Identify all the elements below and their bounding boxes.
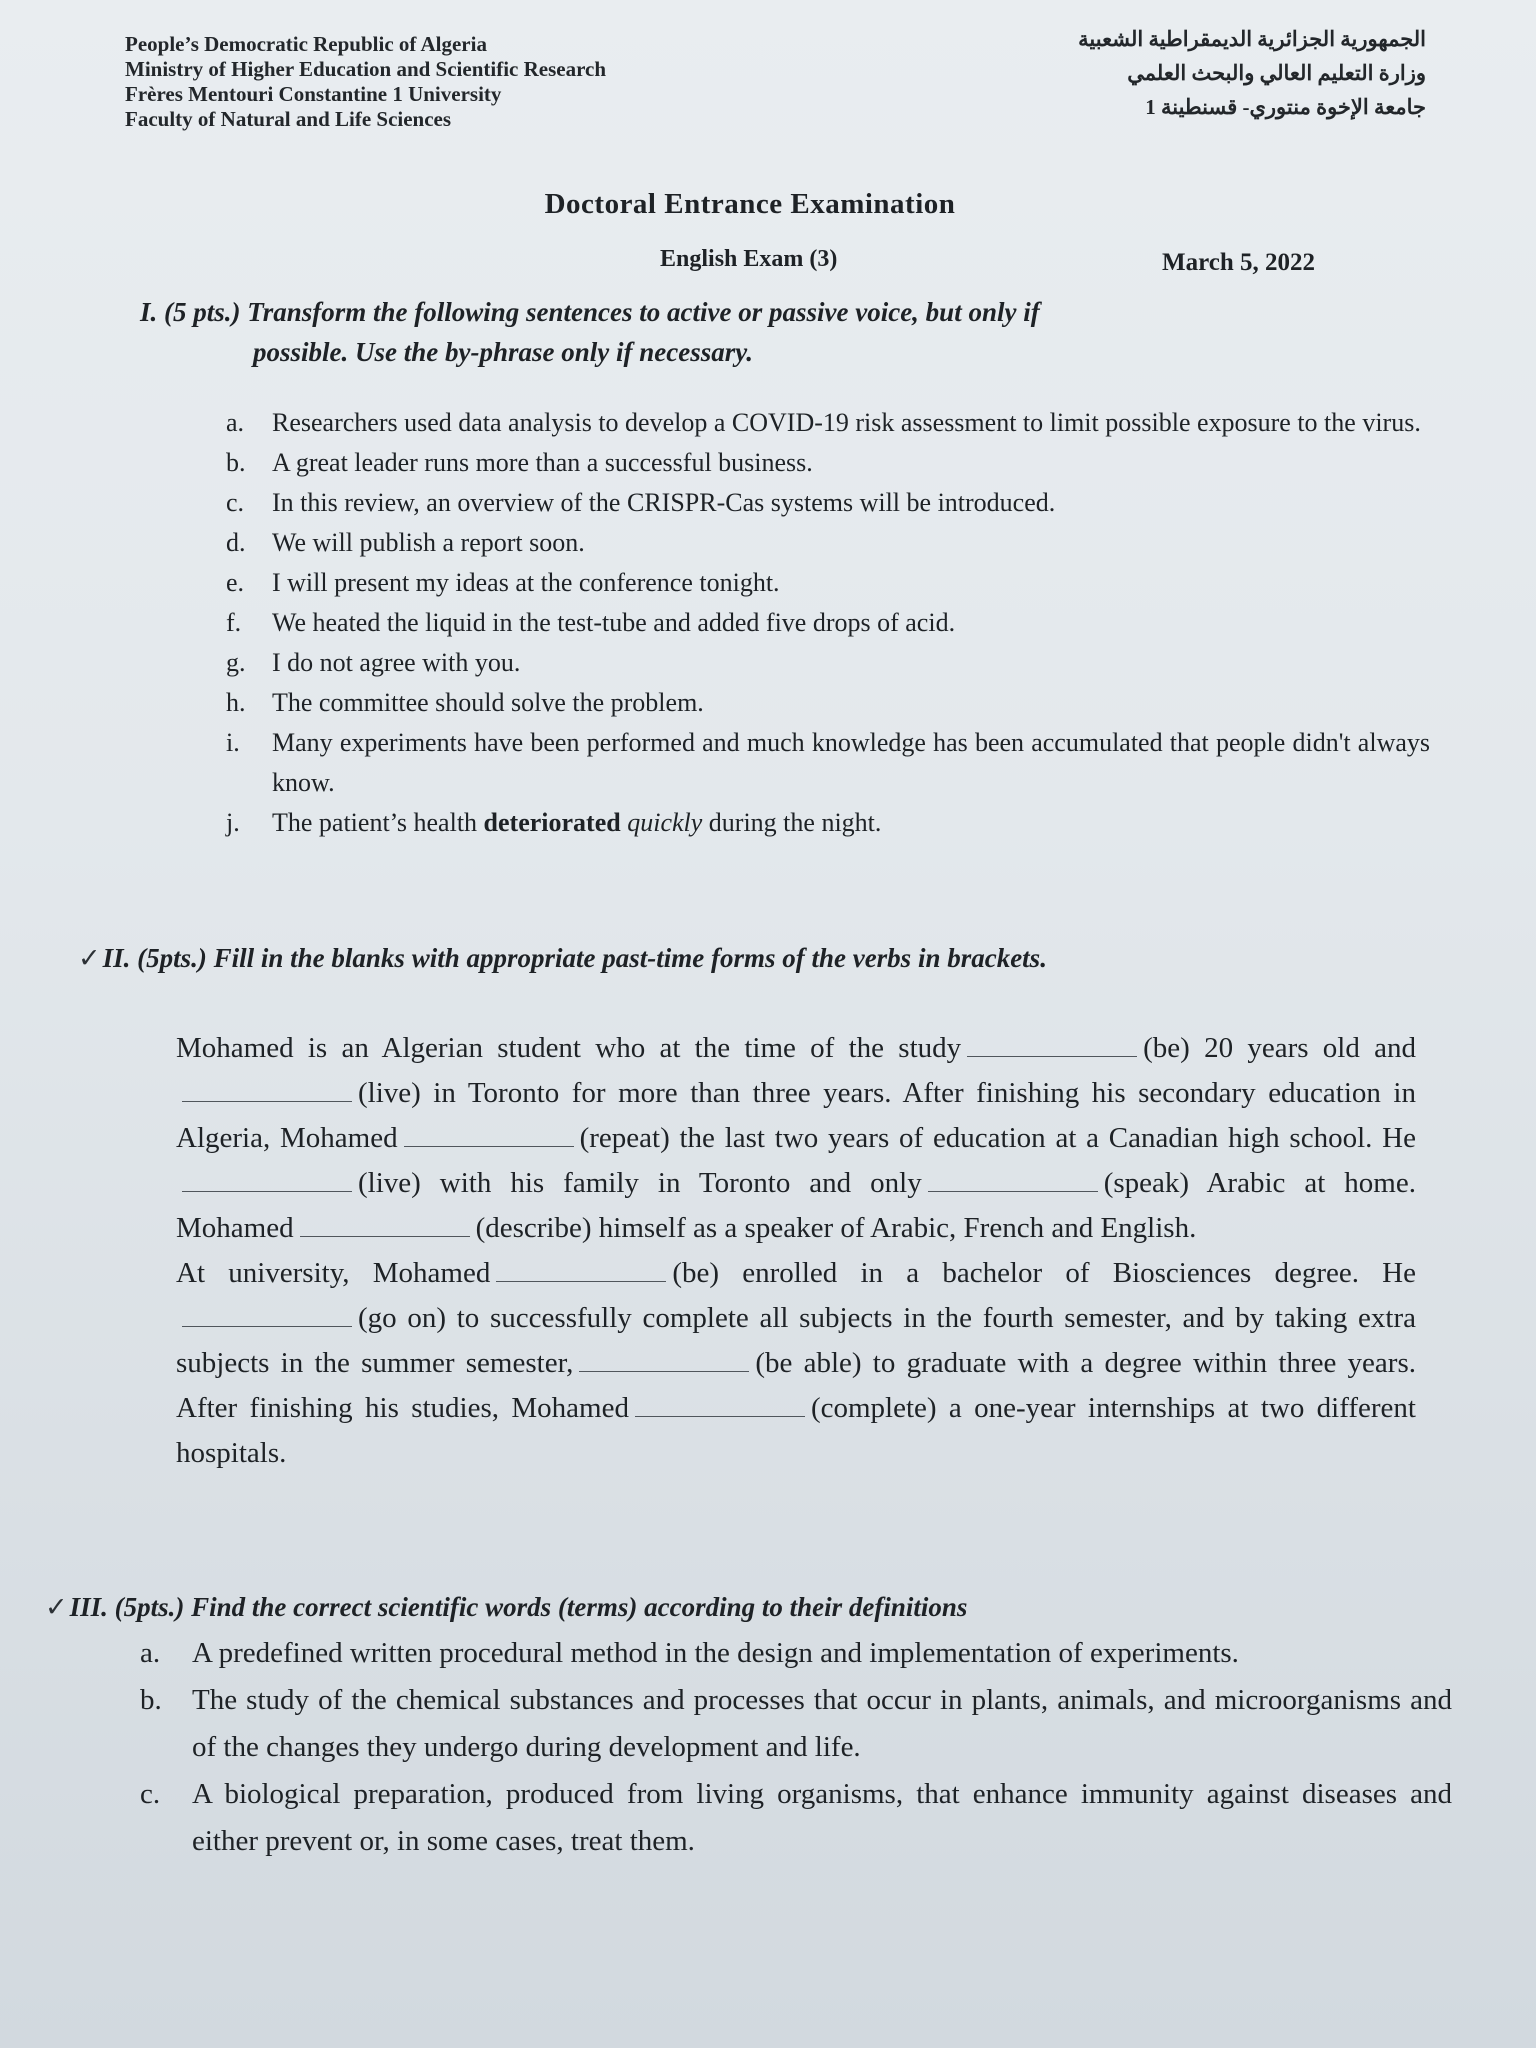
list-item: b. A great leader runs more than a successful business. xyxy=(226,448,813,477)
section2-paragraph: Mohamed is an Algerian student who at the time of the study (be) 20 years old and(live) in Toronto for more than three years. After finishing his secondary education in Algeria, Mohamed (repeat) the last two years of education at a Canadian high school. He(live) with his family in Toronto and only (speak) Arabic at home. Mohamed (describe) himself as a speaker of Arabic, French and English. At university, Mohamed (be) enrolled in a bachelor of Biosciences degree. He(go on) to successfully complete all subjects in the fourth semester, and by taking extra subjects in the summer semester, (be able) to graduate with a degree within three years. After finishing his studies, Mohamed (complete) a one-year internships at two different hospitals. xyxy=(176,1032,1416,1469)
emphasis-italic: quickly xyxy=(627,808,703,837)
exam-date: March 5, 2022 xyxy=(1162,249,1315,276)
answer-blank[interactable] xyxy=(579,1349,749,1372)
list-item: f. We heated the liquid in the test-tube and added five drops of acid. xyxy=(226,608,956,637)
list-item: b. The study of the chemical substances and processes that occur in plants, animals, and microorganisms and of the changes they undergo during development and life. xyxy=(140,1684,1452,1763)
check-mark-icon: ✓ xyxy=(45,1592,68,1622)
check-mark-icon: ✓ xyxy=(78,943,101,973)
header-ministry: Ministry of Higher Education and Scientific Research xyxy=(125,57,607,81)
answer-blank[interactable] xyxy=(404,1124,574,1147)
header-university: Frères Mentouri Constantine 1 University xyxy=(125,82,502,106)
header-faculty: Faculty of Natural and Life Sciences xyxy=(125,107,452,131)
list-item: i. Many experiments have been performed and much knowledge has been accumulated that people didn't always know. xyxy=(226,728,1430,797)
answer-blank[interactable] xyxy=(300,1214,470,1237)
answer-blank[interactable] xyxy=(496,1259,666,1282)
section3-definition-list xyxy=(140,1630,1452,1865)
answer-blank[interactable] xyxy=(967,1034,1137,1057)
list-item: a. Researchers used data analysis to develop a COVID-19 risk assessment to limit possible exposure to the virus. xyxy=(226,408,1421,437)
section1-sentence-list xyxy=(210,403,1430,843)
header-arabic-ministry: وزارة التعليم العالي والبحث العلمي xyxy=(1127,61,1426,85)
list-item: c. A biological preparation, produced from living organisms, that enhance immunity against diseases and either prevent or, in some cases, treat them. xyxy=(140,1778,1452,1857)
list-item: j. The patient’s health deteriorated quickly during the night. xyxy=(226,808,882,837)
answer-blank[interactable] xyxy=(928,1169,1098,1192)
answer-blank[interactable] xyxy=(182,1079,352,1102)
institution-header-arabic xyxy=(1078,22,1426,124)
list-item: c. In this review, an overview of the CRISPR-Cas systems will be introduced. xyxy=(226,488,1056,517)
list-item: a. A predefined written procedural method in the design and implementation of experiments. xyxy=(140,1637,1239,1669)
exam-subtitle: English Exam (3) xyxy=(660,246,838,272)
list-item: g. I do not agree with you. xyxy=(226,648,521,677)
list-item: e. I will present my ideas at the conference tonight. xyxy=(226,568,780,597)
section1-heading: I. (5 pts.) Transform the following sentences to active or passive voice, but only if possible. Use the by-phrase only if necessary. xyxy=(140,297,1040,367)
institution-header-english xyxy=(125,32,606,132)
answer-blank[interactable] xyxy=(182,1304,352,1327)
list-item: h. The committee should solve the problem. xyxy=(226,688,704,717)
header-arabic-country: الجمهورية الجزائرية الديمقراطية الشعبية xyxy=(1078,27,1426,51)
exam-title: Doctoral Entrance Examination xyxy=(544,188,956,220)
answer-blank[interactable] xyxy=(635,1394,805,1417)
answer-blank[interactable] xyxy=(182,1169,352,1192)
header-country: People’s Democratic Republic of Algeria xyxy=(125,32,487,56)
emphasis-bold: deteriorated xyxy=(483,808,621,837)
section2-heading: ✓II. (5pts.) Fill in the blanks with appropriate past-time forms of the verbs in brackets. xyxy=(78,938,1047,978)
list-item: d. We will publish a report soon. xyxy=(226,528,585,557)
section3-heading: ✓III. (5pts.) Find the correct scientific words (terms) according to their definitions xyxy=(45,1587,967,1627)
header-arabic-university: جامعة الإخوة منتوري- قسنطينة 1 xyxy=(1145,95,1426,119)
